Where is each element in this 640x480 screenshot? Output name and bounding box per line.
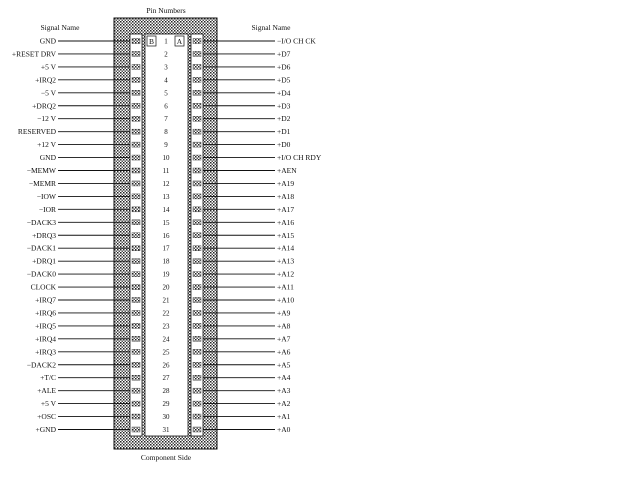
a-contact-pad (193, 246, 201, 251)
b-contact-pad (132, 388, 140, 393)
pin-row (29, 179, 295, 188)
b-contact-pad (132, 51, 140, 56)
pin-row (31, 283, 295, 292)
a-contact-pad (193, 220, 201, 225)
pin-number: 10 (162, 154, 170, 163)
pin-rows (12, 37, 322, 435)
b-signal-name: −12 V (37, 114, 56, 124)
a-signal-name: +A7 (277, 334, 291, 344)
b-signal-name: +IRQ3 (35, 347, 56, 357)
side-a-label: A (176, 37, 183, 46)
b-signal-name: +IRQ2 (35, 75, 56, 85)
a-signal-name: +A14 (277, 243, 295, 253)
a-contact-pad (193, 181, 201, 186)
a-signal-name: +A9 (277, 308, 291, 318)
b-contact-pad (132, 272, 140, 277)
b-signal-name: +DRQ1 (32, 256, 56, 266)
pin-number: 11 (162, 167, 170, 175)
a-signal-name: +D2 (277, 114, 291, 124)
component-side-caption: Component Side (140, 453, 192, 462)
b-signal-name: −DACK2 (26, 360, 56, 370)
pin-number: 27 (162, 374, 170, 383)
a-signal-name: +D4 (277, 88, 291, 98)
pin-row (41, 88, 291, 97)
b-signal-name: GND (39, 36, 56, 46)
pin-number: 3 (164, 63, 168, 72)
pin-number: 30 (162, 413, 170, 422)
pin-number: 29 (162, 400, 170, 409)
a-contact-pad (193, 77, 201, 82)
b-signal-name: GND (39, 153, 56, 163)
a-contact-pad (193, 129, 201, 134)
a-contact-pad (193, 298, 201, 303)
b-signal-name: −DACK3 (26, 217, 56, 227)
b-signal-name: −IOW (36, 191, 56, 201)
a-contact-pad (193, 64, 201, 69)
pin-row (41, 62, 291, 71)
pin-number: 14 (162, 205, 170, 214)
b-contact-pad (132, 298, 140, 303)
b-contact-pad (132, 64, 140, 69)
a-signal-name: +I/O CH RDY (277, 153, 322, 163)
b-signal-name: +DRQ3 (32, 230, 56, 240)
a-signal-name: +A2 (277, 399, 291, 409)
a-contact-pad (193, 194, 201, 199)
b-contact-pad (132, 194, 140, 199)
b-signal-name: +IRQ5 (35, 321, 56, 331)
b-signal-name: +OSC (37, 412, 56, 422)
pin-number: 15 (162, 218, 170, 227)
a-signal-name: +D1 (277, 127, 291, 137)
b-signal-name: +IRQ6 (35, 308, 56, 318)
side-b-label: B (148, 37, 155, 46)
a-contact-pad (193, 375, 201, 380)
pin-number: 1 (164, 37, 168, 46)
b-contact-pad (132, 77, 140, 82)
b-contact-pad (132, 323, 140, 328)
pin-number: 21 (162, 296, 170, 305)
a-contact-pad (193, 349, 201, 354)
b-signal-name: +DRQ2 (32, 101, 56, 111)
a-signal-name: +A8 (277, 321, 291, 331)
a-contact-pad (193, 142, 201, 147)
pin-number: 28 (162, 387, 170, 396)
pin-row (36, 425, 291, 434)
pin-number: 7 (164, 115, 168, 124)
a-contact-pad (193, 362, 201, 367)
pin-row (35, 347, 291, 356)
b-contact-pad (132, 142, 140, 147)
a-contact-pad (193, 51, 201, 56)
b-contact-pad (132, 181, 140, 186)
b-signal-name: +IRQ7 (35, 295, 56, 305)
a-contact-pad (193, 401, 201, 406)
b-contact-pad (132, 116, 140, 121)
pin-number: 6 (164, 102, 168, 111)
b-contact-pad (132, 207, 140, 212)
pin-number: 25 (162, 348, 170, 357)
a-contact-pad (193, 39, 201, 44)
a-signal-name: +A3 (277, 386, 291, 396)
a-contact-pad (193, 336, 201, 341)
a-contact-pad (193, 388, 201, 393)
a-signal-name: +D7 (277, 49, 291, 59)
b-signal-name: +12 V (37, 140, 56, 150)
b-contact-pad (132, 427, 140, 432)
pin-row (37, 412, 290, 421)
a-signal-name: +A10 (277, 295, 295, 305)
pin-number: 20 (162, 283, 170, 292)
b-contact-pad (132, 310, 140, 315)
pin-number: 8 (164, 128, 168, 137)
a-contact-pad (193, 272, 201, 277)
pin-number: 18 (162, 257, 170, 266)
b-contact-pad (132, 336, 140, 341)
b-signal-name: +T/C (40, 373, 56, 383)
b-contact-pad (132, 285, 140, 290)
a-contact-pad (193, 427, 201, 432)
a-contact-pad (193, 168, 201, 173)
b-contact-pad (132, 103, 140, 108)
a-contact-pad (193, 323, 201, 328)
pin-row (41, 399, 291, 408)
b-signal-name: −IOR (38, 204, 56, 214)
a-contact-pad (193, 116, 201, 121)
b-signal-name: −MEMR (28, 178, 56, 188)
a-signal-name: +D0 (277, 140, 291, 150)
a-signal-name: +A12 (277, 269, 295, 279)
a-signal-name: +A1 (277, 412, 291, 422)
a-contact-pad (193, 414, 201, 419)
a-contact-pad (193, 90, 201, 95)
pin-row (35, 296, 294, 305)
pin-row (32, 257, 294, 266)
pin-number: 5 (164, 89, 168, 98)
b-contact-pad (132, 349, 140, 354)
b-contact-pad (132, 233, 140, 238)
pin-row (32, 231, 294, 240)
b-contact-pad (132, 39, 140, 44)
a-signal-name: +A0 (277, 425, 291, 434)
b-contact-pad (132, 90, 140, 95)
a-contact-pad (193, 310, 201, 315)
a-signal-name: +D3 (277, 101, 291, 111)
pin-row (37, 114, 291, 123)
b-signal-name: +GND (35, 425, 56, 434)
pin-row (37, 140, 291, 149)
pin-number: 2 (164, 50, 168, 59)
pin-number: 12 (162, 179, 170, 188)
pin-row (37, 386, 290, 395)
pin-number: 26 (162, 361, 170, 370)
b-contact-pad (132, 129, 140, 134)
pin-number: 17 (162, 244, 170, 253)
a-signal-name: +A5 (277, 360, 291, 370)
right-signal-name-header: Signal Name (251, 23, 291, 32)
pin-number: 19 (162, 270, 170, 279)
b-signal-name: CLOCK (30, 282, 56, 292)
b-contact-pad (132, 168, 140, 173)
a-contact-pad (193, 259, 201, 264)
b-contact-pad (132, 246, 140, 251)
a-signal-name: −I/O CH CK (277, 36, 316, 46)
b-contact-pad (132, 375, 140, 380)
a-signal-name: +D5 (277, 75, 291, 85)
a-contact-pad (193, 207, 201, 212)
pin-number: 4 (164, 76, 168, 85)
b-signal-name: +RESET DRV (11, 49, 56, 59)
a-signal-name: +A13 (277, 256, 295, 266)
a-signal-name: +A18 (277, 191, 295, 201)
pin-row (37, 192, 295, 201)
b-signal-name: +ALE (37, 386, 56, 396)
pin-number: 31 (162, 426, 170, 434)
a-signal-name: +D6 (277, 62, 291, 72)
b-contact-pad (132, 155, 140, 160)
pin-number: 16 (162, 231, 170, 240)
b-contact-pad (132, 220, 140, 225)
pin-numbers-title: Pin Numbers (146, 6, 186, 15)
b-contact-pad (132, 259, 140, 264)
pin-row (27, 166, 297, 175)
a-contact-pad (193, 155, 201, 160)
b-signal-name: −5 V (40, 88, 56, 98)
pin-row (39, 205, 295, 214)
pin-number: 23 (162, 322, 170, 331)
b-signal-name: +5 V (40, 399, 56, 409)
a-contact-pad (193, 103, 201, 108)
b-contact-pad (132, 362, 140, 367)
b-signal-name: −DACK0 (26, 269, 56, 279)
a-signal-name: +A17 (277, 204, 295, 214)
pin-number: 13 (162, 192, 170, 201)
pin-number: 22 (162, 309, 170, 318)
a-signal-name: +AEN (277, 166, 297, 175)
a-signal-name: +A11 (277, 282, 294, 292)
a-contact-pad (193, 233, 201, 238)
a-contact-pad (193, 285, 201, 290)
b-contact-pad (132, 414, 140, 419)
pin-row (40, 373, 291, 382)
a-signal-name: +A16 (277, 217, 295, 227)
pin-number: 24 (162, 335, 170, 344)
pin-row (35, 321, 291, 330)
pin-number: 9 (164, 141, 168, 150)
b-signal-name: +IRQ4 (35, 334, 56, 344)
b-signal-name: −MEMW (26, 166, 56, 175)
pin-row (35, 308, 291, 317)
left-signal-name-header: Signal Name (40, 23, 80, 32)
b-signal-name: +5 V (40, 62, 56, 72)
a-signal-name: +A15 (277, 230, 295, 240)
b-signal-name: RESERVED (17, 127, 56, 137)
b-contact-pad (132, 401, 140, 406)
b-signal-name: −DACK1 (26, 243, 56, 253)
a-signal-name: +A6 (277, 347, 291, 357)
a-signal-name: +A4 (277, 373, 291, 383)
pin-row (35, 334, 291, 343)
a-signal-name: +A19 (277, 178, 295, 188)
